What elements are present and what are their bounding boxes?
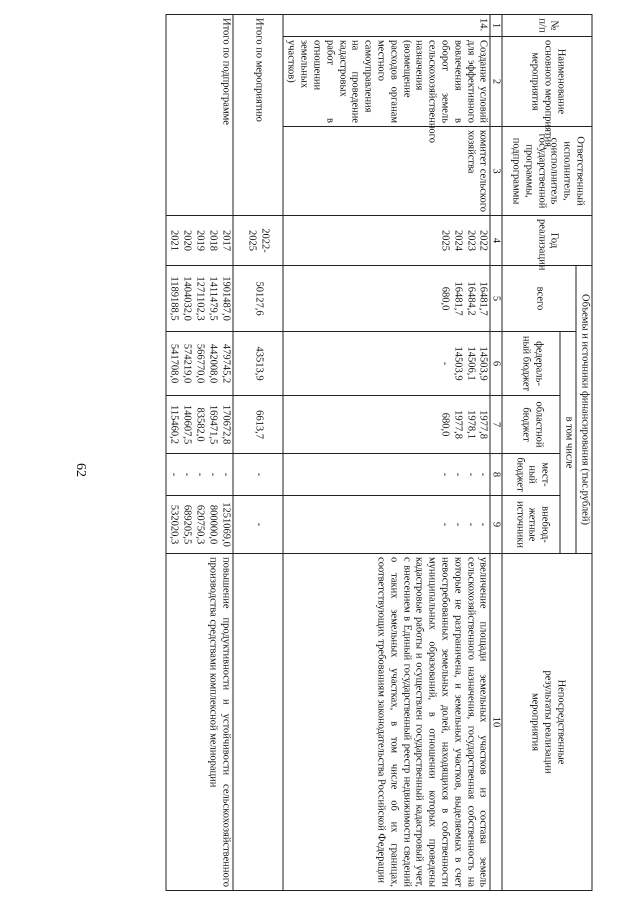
line-item: 170672,8 xyxy=(220,404,232,445)
col-num-1: 1 xyxy=(490,15,502,37)
line-item: 620750,3 xyxy=(194,504,206,545)
col-header-extra xyxy=(502,496,560,554)
line-item: 14503,9 xyxy=(452,346,464,381)
measure-name: Создание условий для эффективного вовлечения в оборот земель сельскохозяйственного назначения (возмещение расходов органам местного самоуправления на проведение кадастровых работ в отношении земельных участков) xyxy=(283,37,491,127)
line-item: № xyxy=(549,20,560,31)
total-measure-extra: - xyxy=(233,496,283,554)
line-item: 14503,9 xyxy=(477,346,489,381)
col-num-8: 8 xyxy=(490,454,502,496)
total-subprogram-years xyxy=(166,216,233,266)
total-subprogram-extra xyxy=(166,496,233,554)
line-item: Непосредственные xyxy=(555,679,567,765)
line-item: - xyxy=(168,472,180,477)
line-item: подпрограммы xyxy=(510,137,522,205)
total-subprogram-regional xyxy=(166,396,233,454)
line-item: - xyxy=(181,472,193,477)
col-header-incl: в том числе xyxy=(560,332,576,554)
line-item: программы, xyxy=(523,144,535,198)
column-number-row xyxy=(490,15,502,891)
line-item: п/п xyxy=(536,18,548,33)
line-item: реализации xyxy=(536,219,548,271)
line-item: 1978,1 xyxy=(465,410,477,439)
line-item: федераль- xyxy=(533,341,545,386)
line-item: 1251069,0 xyxy=(220,502,232,547)
measure-result: увеличение площади земельных участков из состава земель сельскохозяйственного назначения, государственная собственность на которые не разграничена, и земельных участков, выделяемых в счет невостребованных земельных долей, находящихся в собственности муниципальных образований, в отношении которых проведены кадастровые работы и осуществлен государственный кадастровый учет, с внесением в Единый государственный реестр недвижимости сведений о таких земельных участках, в том числе об их границах, соответствующих требованиям законодательства Российской Федерации xyxy=(283,554,491,891)
line-item: 1411479,5 xyxy=(207,276,219,321)
col-num-3: 3 xyxy=(490,127,502,216)
col-header-num xyxy=(502,15,592,37)
total-measure-regional: 6613,7 xyxy=(233,396,283,454)
line-item: - xyxy=(465,522,477,527)
total-measure-label: Итого по мероприятию xyxy=(233,15,283,216)
measure-years xyxy=(283,216,491,266)
line-item: 2023 xyxy=(465,230,477,251)
rotated-table-page xyxy=(48,14,593,890)
line-item: 2018 xyxy=(207,230,219,251)
total-subprogram-row xyxy=(166,15,233,891)
measure-federal xyxy=(283,332,491,396)
line-item: 16481,7 xyxy=(452,281,464,316)
page-number: 62 xyxy=(73,463,88,477)
financing-table xyxy=(165,14,592,891)
line-item: 574219,0 xyxy=(181,343,193,384)
col-num-10: 10 xyxy=(490,554,502,891)
line-item: 541708,0 xyxy=(168,343,180,384)
col-num-9: 9 xyxy=(490,496,502,554)
line-item: соисполнитель xyxy=(549,137,560,205)
line-item: - xyxy=(220,472,232,477)
line-item: государственной xyxy=(536,133,548,209)
measure-executor: комитет сельского хозяйства xyxy=(283,127,491,216)
col-num-7: 7 xyxy=(490,396,502,454)
line-item: 140607,5 xyxy=(181,404,193,445)
col-num-5: 5 xyxy=(490,266,502,332)
col-header-federal xyxy=(502,332,560,396)
total-measure-federal: 43513,9 xyxy=(233,332,283,396)
line-item: 800000,0 xyxy=(207,504,219,545)
total-subprogram-result: повышение продуктивности и устойчивости сельскохозяйственного производства средствами комплексной мелиорации xyxy=(166,554,233,891)
total-subprogram-federal xyxy=(166,332,233,396)
line-item: - xyxy=(207,472,219,477)
measure-num: 14. xyxy=(283,15,491,37)
line-item: 680,0 xyxy=(439,412,451,437)
line-item: - xyxy=(194,472,206,477)
line-item: Наименование xyxy=(555,48,567,115)
line-item: 83582,0 xyxy=(194,407,206,442)
col-num-4: 4 xyxy=(490,216,502,266)
line-item: Год xyxy=(549,232,560,249)
line-item: - xyxy=(439,472,451,477)
line-item: 115460,2 xyxy=(168,405,180,444)
measure-total xyxy=(283,266,491,332)
line-item: результаты реализации xyxy=(542,670,554,774)
measure-row xyxy=(283,15,491,891)
line-item: 2021 xyxy=(168,230,180,251)
line-item: - xyxy=(465,472,477,477)
line-item: Ответственный xyxy=(574,136,586,206)
line-item: областной xyxy=(533,401,545,448)
line-item: - xyxy=(439,361,451,366)
line-item: 680,0 xyxy=(439,286,451,311)
line-item: 2017 xyxy=(220,230,232,251)
col-header-name xyxy=(502,37,592,150)
line-item: 1189188,5 xyxy=(168,276,180,321)
line-item: бюджет xyxy=(520,407,532,442)
col-header-year xyxy=(502,216,592,271)
total-subprogram-local xyxy=(166,454,233,496)
total-subprogram-label: Итого по подпрограмме xyxy=(166,15,233,216)
line-item: 1271102,3 xyxy=(194,276,206,321)
col-header-regional xyxy=(502,396,560,454)
line-item: 479745,2 xyxy=(220,343,232,384)
line-item: - xyxy=(452,522,464,527)
line-item: 2020 xyxy=(181,230,193,251)
line-item: 2024 xyxy=(452,230,464,251)
line-item: ный xyxy=(526,465,538,484)
line-item: мест- xyxy=(539,462,551,487)
total-measure-years: 2022-2025 xyxy=(233,216,283,266)
line-item: исполнитель, xyxy=(561,141,573,201)
measure-local xyxy=(283,454,491,496)
line-item: 1977,8 xyxy=(452,410,464,439)
total-measure-total: 50127,6 xyxy=(233,266,283,332)
total-measure-row xyxy=(233,15,283,891)
line-item: мероприятия xyxy=(529,692,541,752)
measure-regional xyxy=(283,396,491,454)
measure-extra xyxy=(283,496,491,554)
line-item: - xyxy=(477,522,489,527)
line-item: основного мероприятия, xyxy=(542,40,554,150)
line-item: - xyxy=(452,472,464,477)
col-header-result xyxy=(502,554,592,891)
line-item: 1404032,0 xyxy=(181,276,193,321)
line-item: 566770,0 xyxy=(194,343,206,384)
line-item: 2025 xyxy=(439,230,451,251)
line-item: ный бюджет xyxy=(520,335,532,392)
line-item: мероприятия xyxy=(529,52,541,111)
line-item: 2019 xyxy=(194,230,206,251)
total-measure-result xyxy=(233,554,283,891)
line-item: жетные xyxy=(526,507,538,542)
line-item: 16481,7 xyxy=(477,281,489,316)
line-item: 1901487,0 xyxy=(220,276,232,321)
line-item: - xyxy=(439,522,451,527)
col-header-financing: Объемы и источники финансирования (тыс.рублей) xyxy=(576,266,592,554)
line-item: 2022 xyxy=(477,230,489,251)
col-header-local xyxy=(502,454,560,496)
col-num-6: 6 xyxy=(490,332,502,396)
line-item: 16484,2 xyxy=(465,281,477,316)
col-num-2: 2 xyxy=(490,37,502,127)
line-item: 532020,3 xyxy=(168,504,180,545)
line-item: внебюд- xyxy=(539,506,551,543)
total-measure-local: - xyxy=(233,454,283,496)
col-header-total: всего xyxy=(502,266,576,332)
line-item: - xyxy=(477,472,489,477)
line-item: источники xyxy=(514,501,526,548)
line-item: 169471,5 xyxy=(207,404,219,445)
header-row-1 xyxy=(576,15,592,891)
line-item: 14506,1 xyxy=(465,346,477,381)
line-item: 442008,0 xyxy=(207,343,219,384)
col-header-executor xyxy=(502,127,592,216)
total-subprogram-total xyxy=(166,266,233,332)
line-item: бюджет xyxy=(514,457,526,492)
line-item: 689205,5 xyxy=(181,504,193,545)
line-item: 1977,8 xyxy=(477,410,489,439)
